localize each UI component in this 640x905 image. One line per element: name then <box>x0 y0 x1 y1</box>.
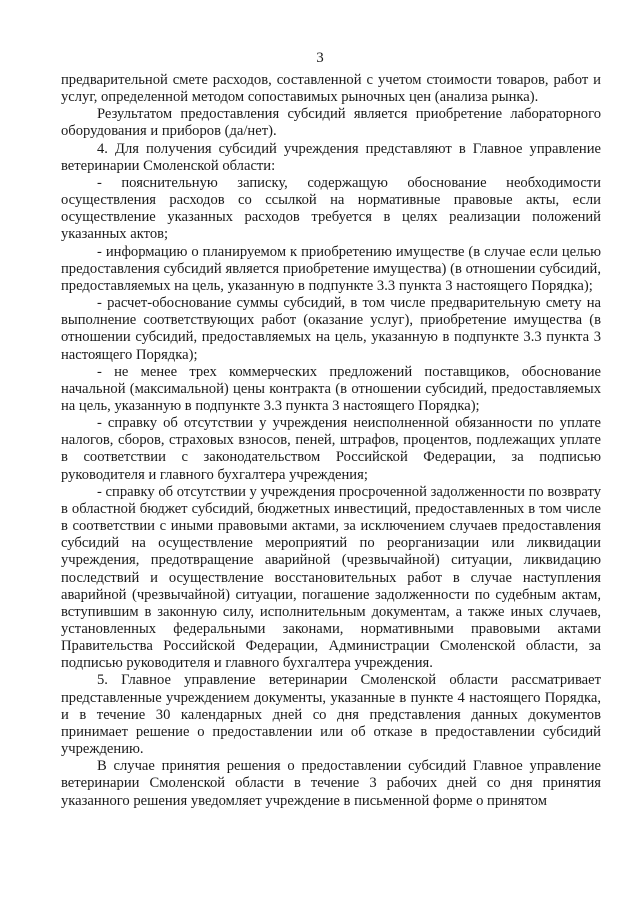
paragraph-item-4: 4. Для получения субсидий учреждения представляют в Главное управление ветеринарии Смоленской области: <box>61 140 601 174</box>
paragraph-result: Результатом предоставления субсидий является приобретение лабораторного оборудования и приборов (да/нет). <box>61 106 601 140</box>
paragraph-decision-notice: В случае принятия решения о предоставлении субсидий Главное управление ветеринарии Смоленской области в течение 3 рабочих дней со дня принятия указанного решения уведомляет учреждение в письменной форме о принятом <box>61 758 601 809</box>
list-item-tax-certificate: - справку об отсутствии у учреждения неисполненной обязанности по уплате налогов, сборов, страховых взносов, пеней, штрафов, процентов, подлежащих уплате в соответствии с законодательством Российской Федерации, за подписью руководителя и главного бухгалтера учреждения; <box>61 415 601 483</box>
list-item-explanatory-note: - пояснительную записку, содержащую обоснование необходимости осуществления расходов со ссылкой на нормативные правовые акты, если осуществление указанных расходов требуется в целях реализации положений указанных актов; <box>61 174 601 243</box>
list-item-property-info: - информацию о планируемом к приобретению имуществе (в случае если целью предоставления субсидий является приобретение имущества) (в отношении субсидий, предоставляемых на цель, указанную в подпункте 3.3 пункта 3 настоящего Порядка); <box>61 243 601 294</box>
document-body <box>61 72 601 810</box>
paragraph-item-5: 5. Главное управление ветеринарии Смоленской области рассматривает представленные учреждением документы, указанные в пункте 4 настоящего Порядка, и в течение 30 календарных дней со дня представления данных документов принимает решение о предоставлении или об отказе в предоставлении субсидий учреждению. <box>61 672 601 758</box>
list-item-calculation: - расчет-обоснование суммы субсидий, в том числе предварительную смету на выполнение соответствующих работ (оказание услуг), приобретение имущества (в отношении субсидий, предоставляемых на цель, указанную в подпункте 3.3 пункта 3 настоящего Порядка); <box>61 295 601 363</box>
list-item-debt-certificate: - справку об отсутствии у учреждения просроченной задолженности по возврату в областной бюджет субсидий, бюджетных инвестиций, предоставленных в том числе в соответствии с иными правовыми актами, за исключением случаев предоставления субсидий на осуществление мероприятий по реорганизации или ликвидации учреждения, предотвращение аварийной (чрезвычайной) ситуации, ликвидацию последствий и осуществление восстановительных работ в случае наступления аварийной (чрезвычайной) ситуации, погашение задолженности по судебным актам, вступившим в законную силу, исполнительным документам, а также иных случаев, установленных федеральными законами, нормативными правовыми актами Правительства Российской Федерации, Администрации Смоленской области, за подписью руководителя и главного бухгалтера учреждения. <box>61 483 601 672</box>
paragraph-continuation: предварительной смете расходов, составленной с учетом стоимости товаров, работ и услуг, определенной методом сопоставимых рыночных цен (анализа рынка). <box>61 72 601 106</box>
list-item-commercial-offers: - не менее трех коммерческих предложений поставщиков, обоснование начальной (максимальной) цены контракта (в отношении субсидий, предоставляемых на цель, указанную в подпункте 3.3 пункта 3 настоящего Порядка); <box>61 363 601 414</box>
page-number: 3 <box>316 50 324 66</box>
